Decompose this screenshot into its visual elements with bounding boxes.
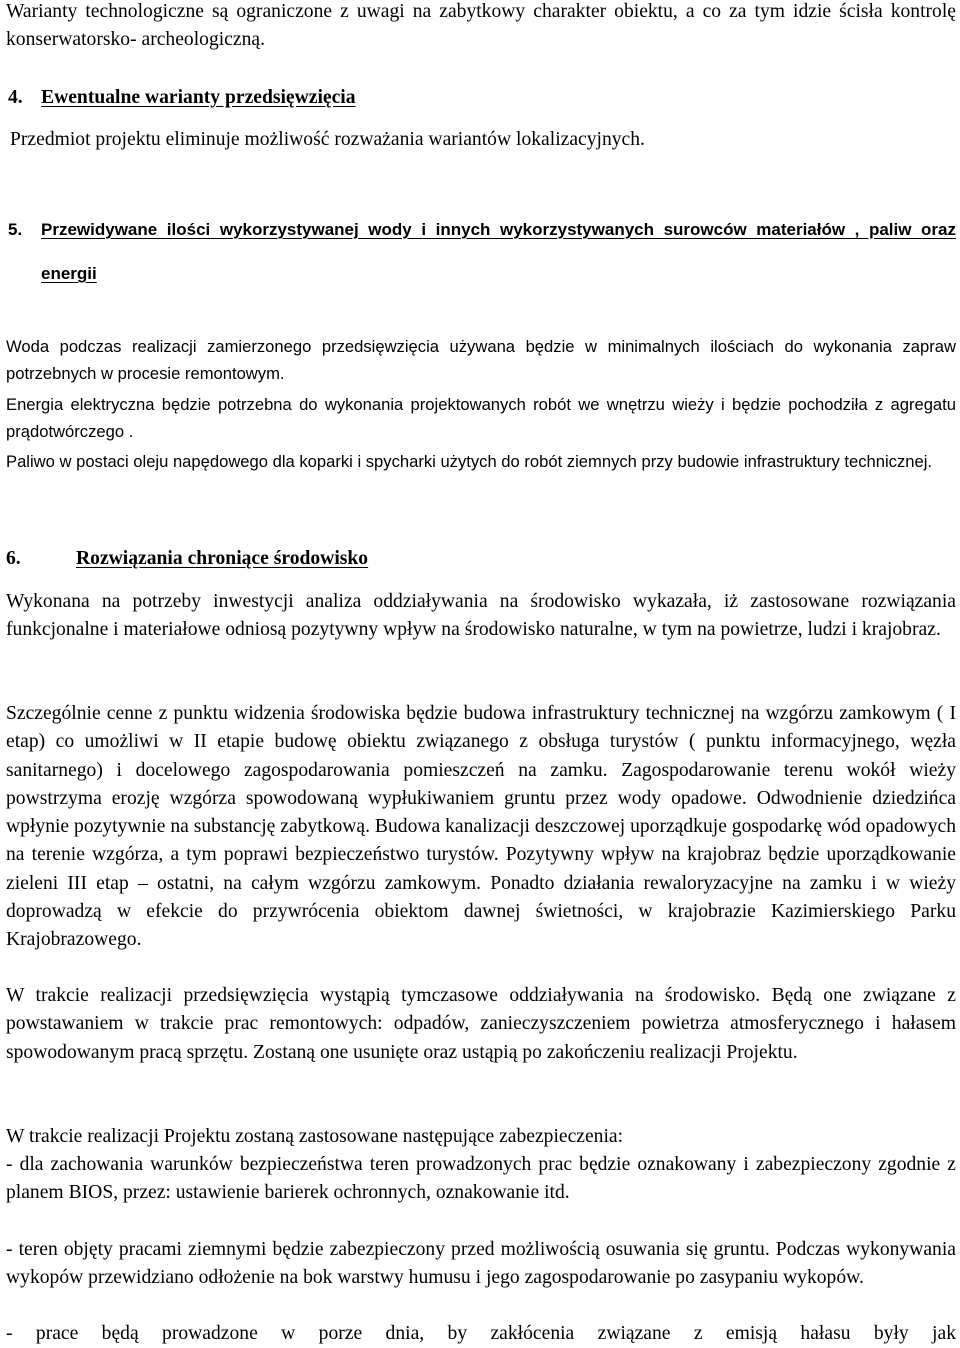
section-4-heading — [8, 84, 356, 112]
intro-paragraph: Warianty technologiczne są ograniczone z uwagi na zabytkowy charakter obiektu, a co za tym idzie ścisła kontrolę konserwatorsko- archeologiczną. — [6, 1, 956, 51]
fuel-paragraph: Paliwo w postaci oleju napędowego dla koparki i spycharki użytych do robót ziemnych przy budowie infrastruktury technicznej. — [6, 452, 933, 471]
section-6-title: Rozwiązania chroniące środowisko — [76, 548, 369, 569]
section-5-title: Przewidywane ilości wykorzystywanej wody i innych wykorzystywanych surowców materiałów , paliw oraz energii — [41, 220, 956, 283]
energy-paragraph: Energia elektryczna będzie potrzebna do wykonania projektowanych robót we wnętrzu wieży i będzie pochodziła z agregatu prądotwórczego . — [6, 395, 956, 441]
safeguards-intro: W trakcie realizacji Projektu zostaną zastosowane następujące zabezpieczenia: — [6, 1126, 624, 1147]
benefits-paragraph: Szczególnie cenne z punktu widzenia środowiska będzie budowa infrastruktury technicznej na wzgórzu zamkowym ( I etap) co umożliwi w II etapie budowę obiektu związanego z obsługa turystów ( punktu informacyjnego, węzła sanitarnego) i docelowego zagospodarowania pomieszczeń na zamku. Zagospodarowanie terenu wokół wieży powstrzyma erozję wzgórza spowodowaną wypłukiwaniem gruntu przez wody opadowe. Odwodnienie dziedzińca wpłynie pozytywnie na substancję zabytkową. Budowa kanalizacji deszczowej uporządkuje gospodarkę wód opadowych na terenie wzgórza, a tym poprawi bezpieczeństwo turystów. Pozytywny wpływ na krajobraz będzie uporządkowanie zieleni III etap – ostatni, na całym wzgórzu zamkowym. Ponadto działania rewaloryzacyjne na zamku i w wieży doprowadzą w efekcie do przywrócenia obiektom dawnej świetności, w krajobrazie Kazimierskiego Parku Krajobrazowego. — [6, 703, 956, 951]
section-4-text: Przedmiot projektu eliminuje możliwość rozważania wariantów lokalizacyjnych. — [10, 129, 645, 150]
section-6-heading — [6, 545, 368, 573]
temporary-impacts-paragraph: W trakcie realizacji przedsięwzięcia wystąpią tymczasowe oddziaływania na środowisko. Będą one związane z powstawaniem w trakcie prac remontowych: odpadów, zanieczyszczeniem powietrza atmosferycznego i hałasem spowodowanym pracą sprzętu. Zostaną one usunięte oraz ustąpią po zakończeniu realizacji Projektu. — [6, 985, 956, 1063]
analysis-paragraph: Wykonana na potrzeby inwestycji analiza oddziaływania na środowisko wykazała, iż zastosowane rozwiązania funkcjonalne i materiałowe odniosą pozytywny wpływ na środowisko naturalne, w tym na powietrze, ludzi i krajobraz. — [6, 591, 956, 641]
section-5-number: 5. — [8, 220, 23, 239]
section-6-number: 6. — [6, 548, 21, 569]
section-5-heading — [8, 208, 956, 296]
water-paragraph: Woda podczas realizacji zamierzonego przedsięwzięcia używana będzie w minimalnych ilościach do wykonania zapraw potrzebnych w procesie remontowym. — [6, 337, 956, 383]
section-4-number: 4. — [8, 87, 23, 108]
section-4-title: Ewentualne warianty przedsięwzięcia — [41, 87, 356, 108]
safeguard-item-1: - dla zachowania warunków bezpieczeństwa teren prowadzonych prac będzie oznakowany i zabezpieczony zgodnie z planem BIOS, przez: ustawienie barierek ochronnych, oznakowanie itd. — [6, 1154, 956, 1204]
safeguard-item-3: - prace będą prowadzone w porze dnia, by zakłócenia związane z emisją hałasu były jak — [6, 1323, 956, 1344]
safeguard-item-2: - teren objęty pracami ziemnymi będzie zabezpieczony przed możliwością osuwania się gruntu. Podczas wykonywania wykopów przewidziano odłożenie na bok warstwy humusu i jego zagospodarowanie po zasypaniu wykopów. — [6, 1239, 956, 1289]
